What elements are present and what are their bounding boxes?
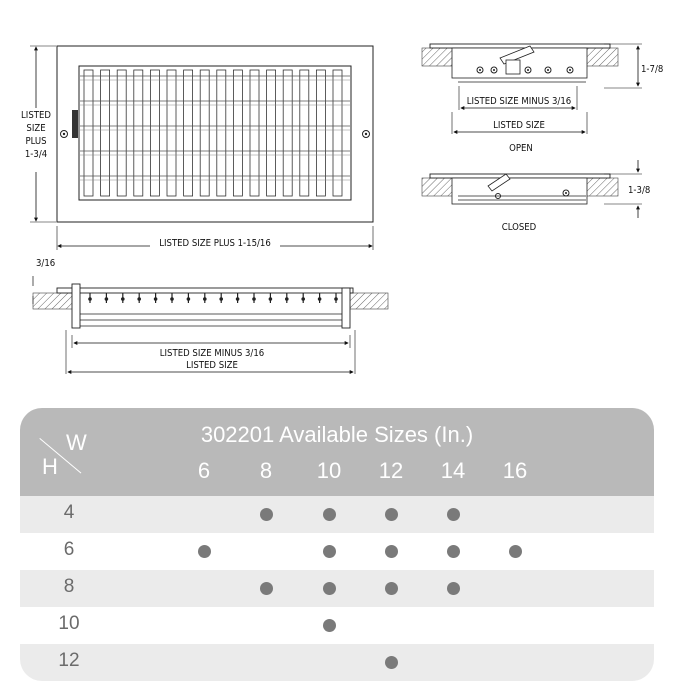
height-label: 4 <box>63 502 75 523</box>
closed-depth-label: 1-3/8 <box>628 185 651 196</box>
width-header: 14 <box>440 458 466 483</box>
available-dot <box>447 508 460 521</box>
width-header: 8 <box>259 458 273 483</box>
front-width-label: LISTED SIZE PLUS 1-15/16 <box>159 238 271 249</box>
available-dot <box>385 656 398 669</box>
width-header: 16 <box>502 458 528 483</box>
open-outer-label: LISTED SIZE <box>493 120 545 131</box>
side-louver-pivots <box>88 293 338 303</box>
available-dot <box>385 545 398 558</box>
table-header <box>20 408 654 496</box>
side-view <box>33 258 388 374</box>
closed-caption: CLOSED <box>501 222 537 233</box>
side-outer-label: LISTED SIZE <box>186 360 238 371</box>
open-detail <box>422 44 663 154</box>
table-row <box>20 644 654 681</box>
available-dot <box>447 545 460 558</box>
front-view <box>18 46 373 250</box>
table-row <box>20 496 654 533</box>
available-dot <box>323 508 336 521</box>
height-label: 8 <box>63 576 75 597</box>
side-top-label: 3/16 <box>36 258 56 269</box>
table-row <box>20 570 654 607</box>
available-dot <box>260 508 273 521</box>
available-dot <box>447 582 460 595</box>
available-dot <box>323 582 336 595</box>
available-dot <box>509 545 522 558</box>
width-header: 6 <box>197 458 211 483</box>
corner-height-label: H <box>42 454 58 479</box>
front-height-label-3: PLUS <box>25 136 47 147</box>
available-dot <box>385 582 398 595</box>
closed-detail <box>422 160 650 233</box>
table-row <box>20 533 654 570</box>
table-row <box>20 607 654 644</box>
open-depth-label: 1-7/8 <box>641 64 664 75</box>
open-caption: OPEN <box>509 143 533 154</box>
height-label: 6 <box>63 539 75 560</box>
height-label: 10 <box>58 613 80 634</box>
available-dot <box>323 545 336 558</box>
front-height-label-4: 1-3/4 <box>24 149 48 160</box>
open-inner-label: LISTED SIZE MINUS 3/16 <box>466 96 572 107</box>
available-dot <box>323 619 336 632</box>
side-inner-label: LISTED SIZE MINUS 3/16 <box>159 348 265 359</box>
sizes-table <box>20 408 654 681</box>
available-dot <box>260 582 273 595</box>
front-height-label-1: LISTED <box>21 110 51 121</box>
height-label: 12 <box>58 650 80 671</box>
corner-width-label: W <box>66 430 87 455</box>
width-header: 10 <box>316 458 342 483</box>
available-dot <box>198 545 211 558</box>
front-height-label-2: SIZE <box>26 123 46 134</box>
width-header: 12 <box>378 458 404 483</box>
table-title: 302201 Available Sizes (In.) <box>200 422 474 447</box>
available-dot <box>385 508 398 521</box>
